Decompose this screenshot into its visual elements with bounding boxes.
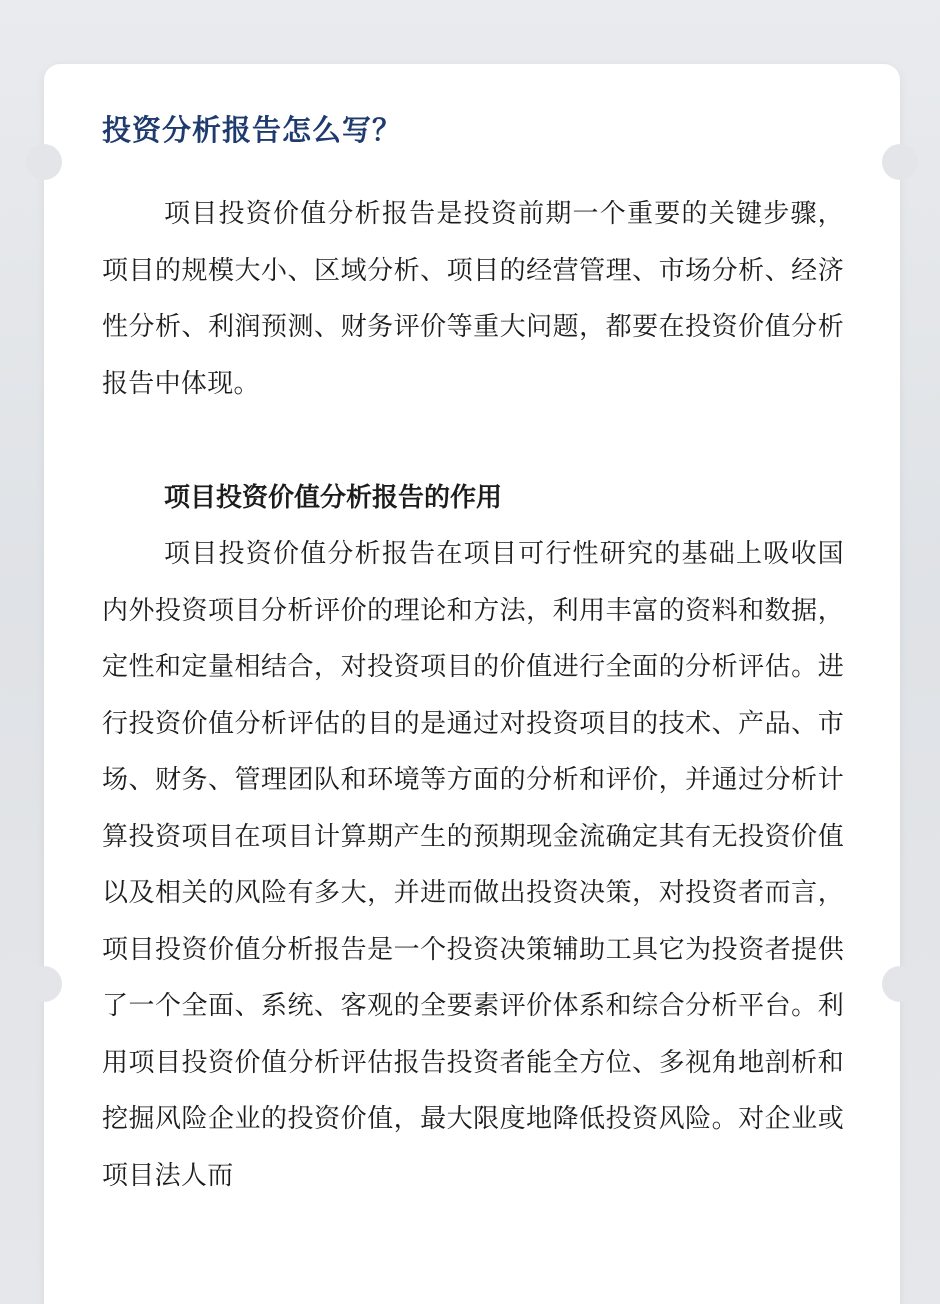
card-notch-top-right <box>882 144 918 180</box>
article-card <box>44 64 900 1304</box>
card-notch-bottom-left <box>26 966 62 1002</box>
article-content <box>102 108 844 1204</box>
intro-paragraph: 项目投资价值分析报告是投资前期一个重要的关键步骤，项目的规模大小、区域分析、项目的经营管理、市场分析、经济性分析、利润预测、财务评价等重大问题，都要在投资价值分析报告中体现。 <box>102 199 844 399</box>
section-heading: 项目投资价值分析报告的作用 <box>164 483 503 513</box>
card-notch-bottom-right <box>882 966 918 1002</box>
card-notch-top-left <box>26 144 62 180</box>
article-title: 投资分析报告怎么写？ <box>102 113 403 147</box>
section-body-paragraph: 项目投资价值分析报告在项目可行性研究的基础上吸收国内外投资项目分析评价的理论和方法，利用丰富的资料和数据，定性和定量相结合，对投资项目的价值进行全面的分析评估。进行投资价值分析评估的目的是通过对投资项目的技术、产品、市场、财务、管理团队和环境等方面的分析和评价，并通过分析计算投资项目在项目计算期产生的预期现金流确定其有无投资价值以及相关的风险有多大，并进而做出投资决策，对投资者而言，项目投资价值分析报告是一个投资决策辅助工具它为投资者提供了一个全面、系统、客观的全要素评价体系和综合分析平台。利用项目投资价值分析评估报告投资者能全方位、多视角地剖析和挖掘风险企业的投资价值，最大限度地降低投资风险。对企业或项目法人而 <box>102 539 844 1191</box>
